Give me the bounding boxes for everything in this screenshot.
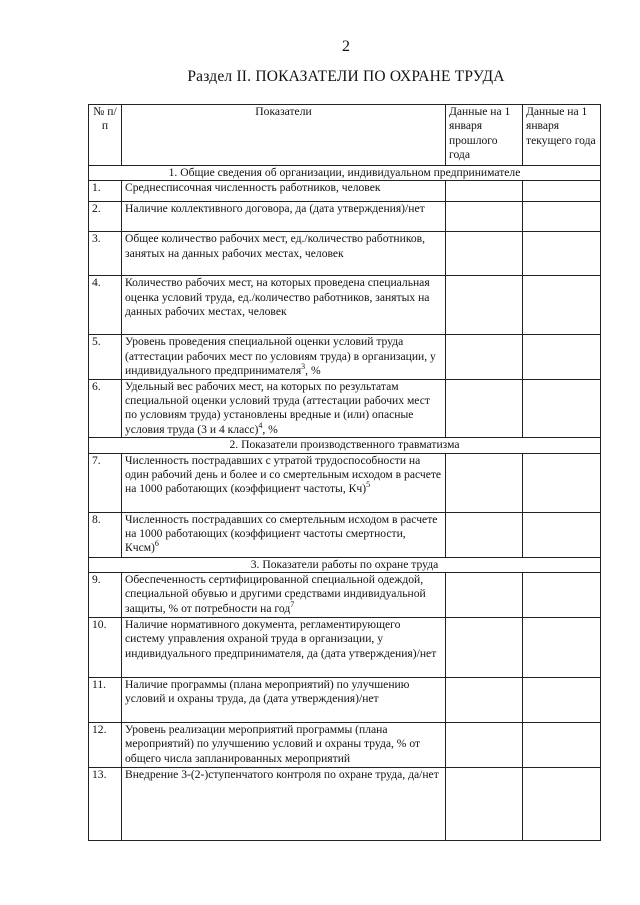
row-indicator-text: Численность пострадавших со смертельным исходом в расчете на 1000 работающих (коэффициент частоты смертности, Кчсм) <box>125 512 438 555</box>
prev-year-cell[interactable] <box>446 453 523 512</box>
table-row <box>89 379 601 438</box>
table-row <box>89 618 601 678</box>
row-indicator: Наличие коллективного договора, да (дата утверждения)/нет <box>122 202 446 232</box>
row-indicator-text: Численность пострадавших с утратой трудоспособности на один рабочий день и более и со смертельным исходом в расчете на 1000 работающих (коэффициент частоты, Кч) <box>125 453 442 496</box>
row-indicator: Внедрение 3-(2-)ступенчатого контроля по охране труда, да/нет <box>122 768 446 841</box>
current-year-cell[interactable] <box>523 512 601 557</box>
row-indicator-unit: , % <box>305 364 321 378</box>
prev-year-cell[interactable] <box>446 723 523 768</box>
section-row <box>89 557 601 572</box>
current-year-cell[interactable] <box>523 379 601 438</box>
section-title-general: 1. Общие сведения об организации, индивидуальном предпринимателе <box>89 166 601 181</box>
current-year-cell[interactable] <box>523 335 601 379</box>
row-number: 5. <box>89 335 122 379</box>
current-year-cell[interactable] <box>523 678 601 723</box>
section-title-safety-work: 3. Показатели работы по охране труда <box>89 557 601 572</box>
row-indicator: Общее количество рабочих мест, ед./количество работников, занятых на данных рабочих местах, человек <box>122 232 446 276</box>
row-indicator: Среднесписочная численность работников, человек <box>122 181 446 202</box>
row-number: 1. <box>89 181 122 202</box>
row-indicator-text: Обеспеченность сертифицированной специальной одеждой, специальной обувью и другими средствами индивидуальной защиты, % от потребности на год <box>125 573 426 615</box>
prev-year-cell[interactable] <box>446 335 523 379</box>
table-row <box>89 768 601 841</box>
row-number: 7. <box>89 453 122 512</box>
table-row <box>89 573 601 618</box>
row-indicator <box>122 453 446 512</box>
table-row <box>89 512 601 557</box>
footnote-ref: 6 <box>154 539 159 549</box>
prev-year-cell[interactable] <box>446 181 523 202</box>
table-row <box>89 453 601 512</box>
prev-year-cell[interactable] <box>446 379 523 438</box>
row-indicator-text: Уровень проведения специальной оценки условий труда (аттестации рабочих мест по условиям труда) в организации, у индивидуального предпринимателя <box>125 335 436 378</box>
row-number: 9. <box>89 573 122 618</box>
row-number: 12. <box>89 723 122 768</box>
row-number: 10. <box>89 618 122 678</box>
footnote-ref: 3 <box>301 362 306 372</box>
current-year-cell[interactable] <box>523 202 601 232</box>
current-year-cell[interactable] <box>523 618 601 678</box>
table-row <box>89 232 601 276</box>
table-row <box>89 678 601 723</box>
prev-year-cell[interactable] <box>446 618 523 678</box>
table-header-row <box>89 105 601 166</box>
row-indicator <box>122 573 446 618</box>
section-title: Раздел II. ПОКАЗАТЕЛИ ПО ОХРАНЕ ТРУДА <box>187 68 505 85</box>
page-number: 2 <box>342 38 350 55</box>
table-row <box>89 335 601 379</box>
prev-year-cell[interactable] <box>446 678 523 723</box>
prev-year-cell[interactable] <box>446 232 523 276</box>
prev-year-cell[interactable] <box>446 276 523 335</box>
row-number: 2. <box>89 202 122 232</box>
row-number: 11. <box>89 678 122 723</box>
table-row <box>89 181 601 202</box>
row-indicator-unit: , % <box>262 422 278 436</box>
prev-year-cell[interactable] <box>446 202 523 232</box>
table-row <box>89 276 601 335</box>
row-indicator: Уровень реализации мероприятий программы (плана мероприятий) по улучшению условий и охраны труда, % от общего числа запланированных мероприятий <box>122 723 446 768</box>
table-row <box>89 202 601 232</box>
header-indicators: Показатели <box>122 105 446 166</box>
row-indicator-text: Удельный вес рабочих мест, на которых по результатам специальной оценки условий труда (аттестации рабочих мест по условиям труда) установлены вредные и (или) опасные условия труда (3 и 4 класс) <box>125 379 430 436</box>
current-year-cell[interactable] <box>523 453 601 512</box>
header-current-year: Данные на 1 января текущего года <box>523 105 601 166</box>
footnote-ref: 7 <box>290 600 295 610</box>
prev-year-cell[interactable] <box>446 573 523 618</box>
current-year-cell[interactable] <box>523 232 601 276</box>
footnote-ref: 4 <box>258 420 263 430</box>
section-row <box>89 166 601 181</box>
row-indicator: Наличие программы (плана мероприятий) по улучшению условий и охраны труда, да (дата утверждения)/нет <box>122 678 446 723</box>
section-row <box>89 438 601 453</box>
table-row <box>89 723 601 768</box>
current-year-cell[interactable] <box>523 181 601 202</box>
indicators-table <box>88 104 601 841</box>
header-num: № п/п <box>89 105 122 166</box>
row-number: 4. <box>89 276 122 335</box>
row-indicator: Наличие нормативного документа, регламентирующего систему управления охраной труда в организации, у индивидуального предпринимателя, да (дата утверждения)/нет <box>122 618 446 678</box>
prev-year-cell[interactable] <box>446 768 523 841</box>
row-number: 3. <box>89 232 122 276</box>
footnote-ref: 5 <box>366 480 371 490</box>
row-indicator <box>122 379 446 438</box>
current-year-cell[interactable] <box>523 276 601 335</box>
row-indicator <box>122 512 446 557</box>
row-number: 13. <box>89 768 122 841</box>
current-year-cell[interactable] <box>523 768 601 841</box>
section-title-injuries: 2. Показатели производственного травматизма <box>89 438 601 453</box>
row-number: 6. <box>89 379 122 438</box>
current-year-cell[interactable] <box>523 723 601 768</box>
current-year-cell[interactable] <box>523 573 601 618</box>
header-prev-year: Данные на 1 января прошлого года <box>446 105 523 166</box>
prev-year-cell[interactable] <box>446 512 523 557</box>
row-indicator: Количество рабочих мест, на которых проведена специальная оценка условий труда, ед./количество работников, занятых на данных рабочих местах, человек <box>122 276 446 335</box>
row-number: 8. <box>89 512 122 557</box>
row-indicator <box>122 335 446 379</box>
